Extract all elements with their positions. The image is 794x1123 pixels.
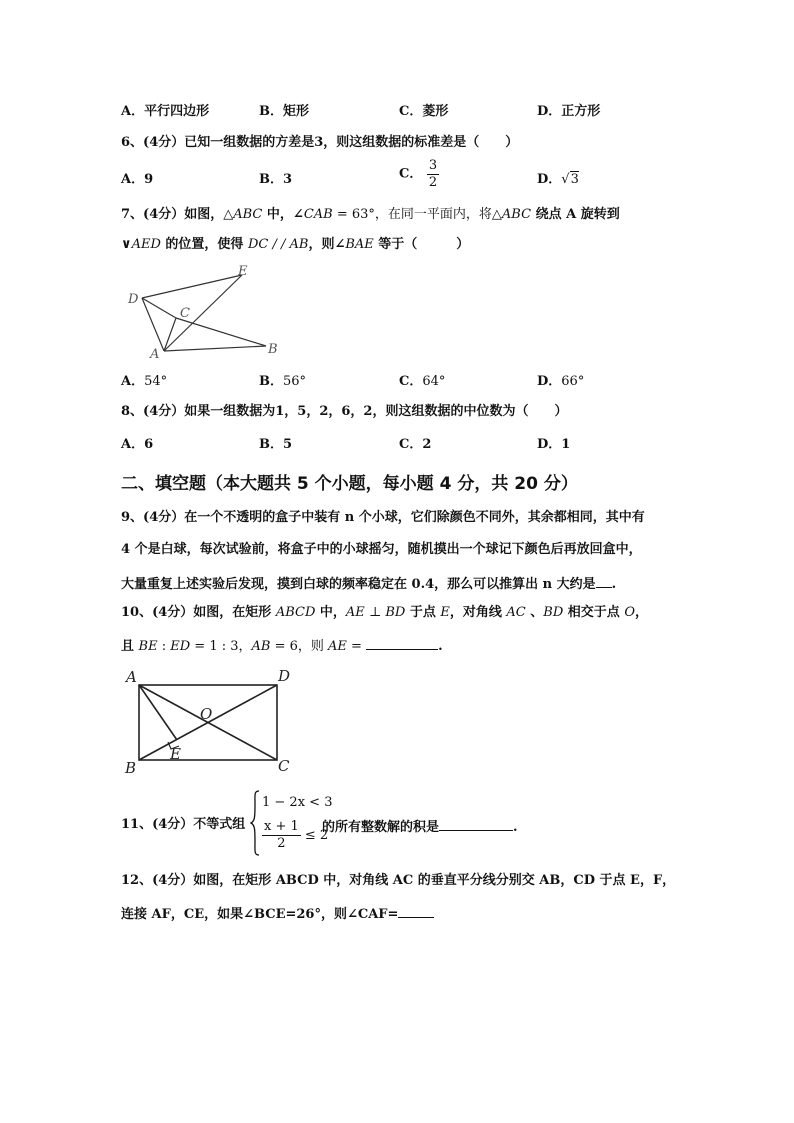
inequality-row-1: 1 − 2x < 3	[262, 795, 333, 810]
answer-blank[interactable]	[439, 816, 513, 831]
segment-ab	[164, 346, 266, 351]
segment-cb	[176, 318, 266, 346]
label-a: A	[150, 347, 160, 362]
q6-stem: 6、(4分）已知一组数据的方差是3，则这组数据的标准差是（ ）	[121, 135, 519, 150]
label-a: A	[126, 668, 137, 686]
q12-line2: 连接 AF，CE，如果∠BCE=26°，则∠CAF=	[121, 903, 434, 924]
square-root: √3	[561, 172, 579, 187]
q10-line1: 10、(4分）如图，在矩形 ABCD 中，AE ⊥ BD 于点 E，对角线 AC 、BD 相交于点 O，	[121, 605, 648, 620]
q10-line2: 且 BE : ED = 1 : 3，AB = 6，则 AE = .	[121, 635, 443, 656]
q11-prefix: 11、(4分）不等式组	[121, 817, 246, 832]
q6-option-d: D．√3	[537, 172, 579, 187]
q12-line1: 12、(4分）如图，在矩形 ABCD 中，对角线 AC 的垂直平分线分别交 AB，CD 于点 E，F，	[121, 873, 676, 888]
q5-option-c: C．菱形	[399, 104, 449, 119]
q9-line1: 9、(4分）在一个不透明的盒子中装有 n 个小球，它们除颜色不同外，其余都相同，其中有	[121, 510, 645, 525]
q8-option-d: D．1	[537, 437, 571, 452]
q8-stem: 8、(4分）如果一组数据为1，5，2，6，2，则这组数据的中位数为（ ）	[121, 404, 568, 419]
q7-stem-line2: ∨AED 的位置，使得 DC / / AB，则∠BAE 等于（ ）	[121, 237, 470, 252]
q8-option-a: A．6	[121, 437, 154, 452]
label-b: B	[125, 759, 137, 776]
segment-de	[142, 275, 242, 298]
q6-option-c: C． $\frac{3}{2}$	[399, 158, 438, 190]
fraction: $\frac{3}{2}$	[428, 158, 438, 190]
q10-figure	[120, 664, 300, 776]
label-c: C	[180, 306, 190, 321]
q11-suffix: 的所有整数解的积是 .	[322, 816, 518, 837]
q9-line3: 大量重复上述实验后发现，摸到白球的频率稳定在 0.4，那么可以推算出 n 大约是 .	[121, 573, 616, 594]
q7-figure	[120, 262, 290, 367]
segment-dc	[142, 298, 176, 318]
brace-icon	[250, 790, 260, 856]
q6-option-b: B．3	[259, 172, 293, 187]
q6-option-a: A．9	[121, 172, 154, 187]
q8-option-b: B．5	[259, 437, 293, 452]
label-d: D	[278, 667, 291, 685]
label-e: E	[170, 745, 181, 763]
label-b: B	[268, 342, 278, 357]
q7-option-b: B．56°	[259, 374, 307, 389]
q5-option-d: D．正方形	[537, 104, 601, 119]
answer-blank[interactable]	[366, 635, 438, 650]
label-e: E	[238, 264, 248, 279]
q8-option-c: C．2	[399, 437, 432, 452]
fraction: $\frac{x + 1}{2}$	[264, 819, 299, 851]
segment-ac	[164, 318, 176, 351]
q5-option-b: B．矩形	[259, 104, 310, 119]
inequality-row-2: $\frac{x + 1}{2}$ ≤ 2	[264, 819, 329, 851]
q9-line2: 4 个是白球，每次试验前，将盒子中的小球摇匀，随机摸出一个球记下颜色后再放回盒中，	[121, 542, 642, 557]
answer-blank[interactable]	[596, 573, 612, 588]
q5-option-a: A．平行四边形	[121, 104, 210, 119]
q7-option-a: A．54°	[121, 374, 168, 389]
segment-ae	[139, 685, 177, 740]
q7-option-c: C．64°	[399, 374, 446, 389]
q7-stem-line1: 7、(4分）如图，△ABC 中，∠CAB = 63°，在同一平面内，将△ABC 绕点 A 旋转到	[121, 207, 620, 222]
section-heading: 二、填空题（本大题共 5 个小题，每小题 4 分，共 20 分）	[121, 474, 578, 494]
label-c: C	[278, 757, 290, 775]
label-o: O	[200, 705, 213, 723]
answer-blank[interactable]	[398, 903, 434, 918]
segment-ad	[142, 298, 164, 351]
q7-option-d: D．66°	[537, 374, 585, 389]
segment-ae	[164, 275, 242, 351]
label-d: D	[128, 292, 139, 307]
